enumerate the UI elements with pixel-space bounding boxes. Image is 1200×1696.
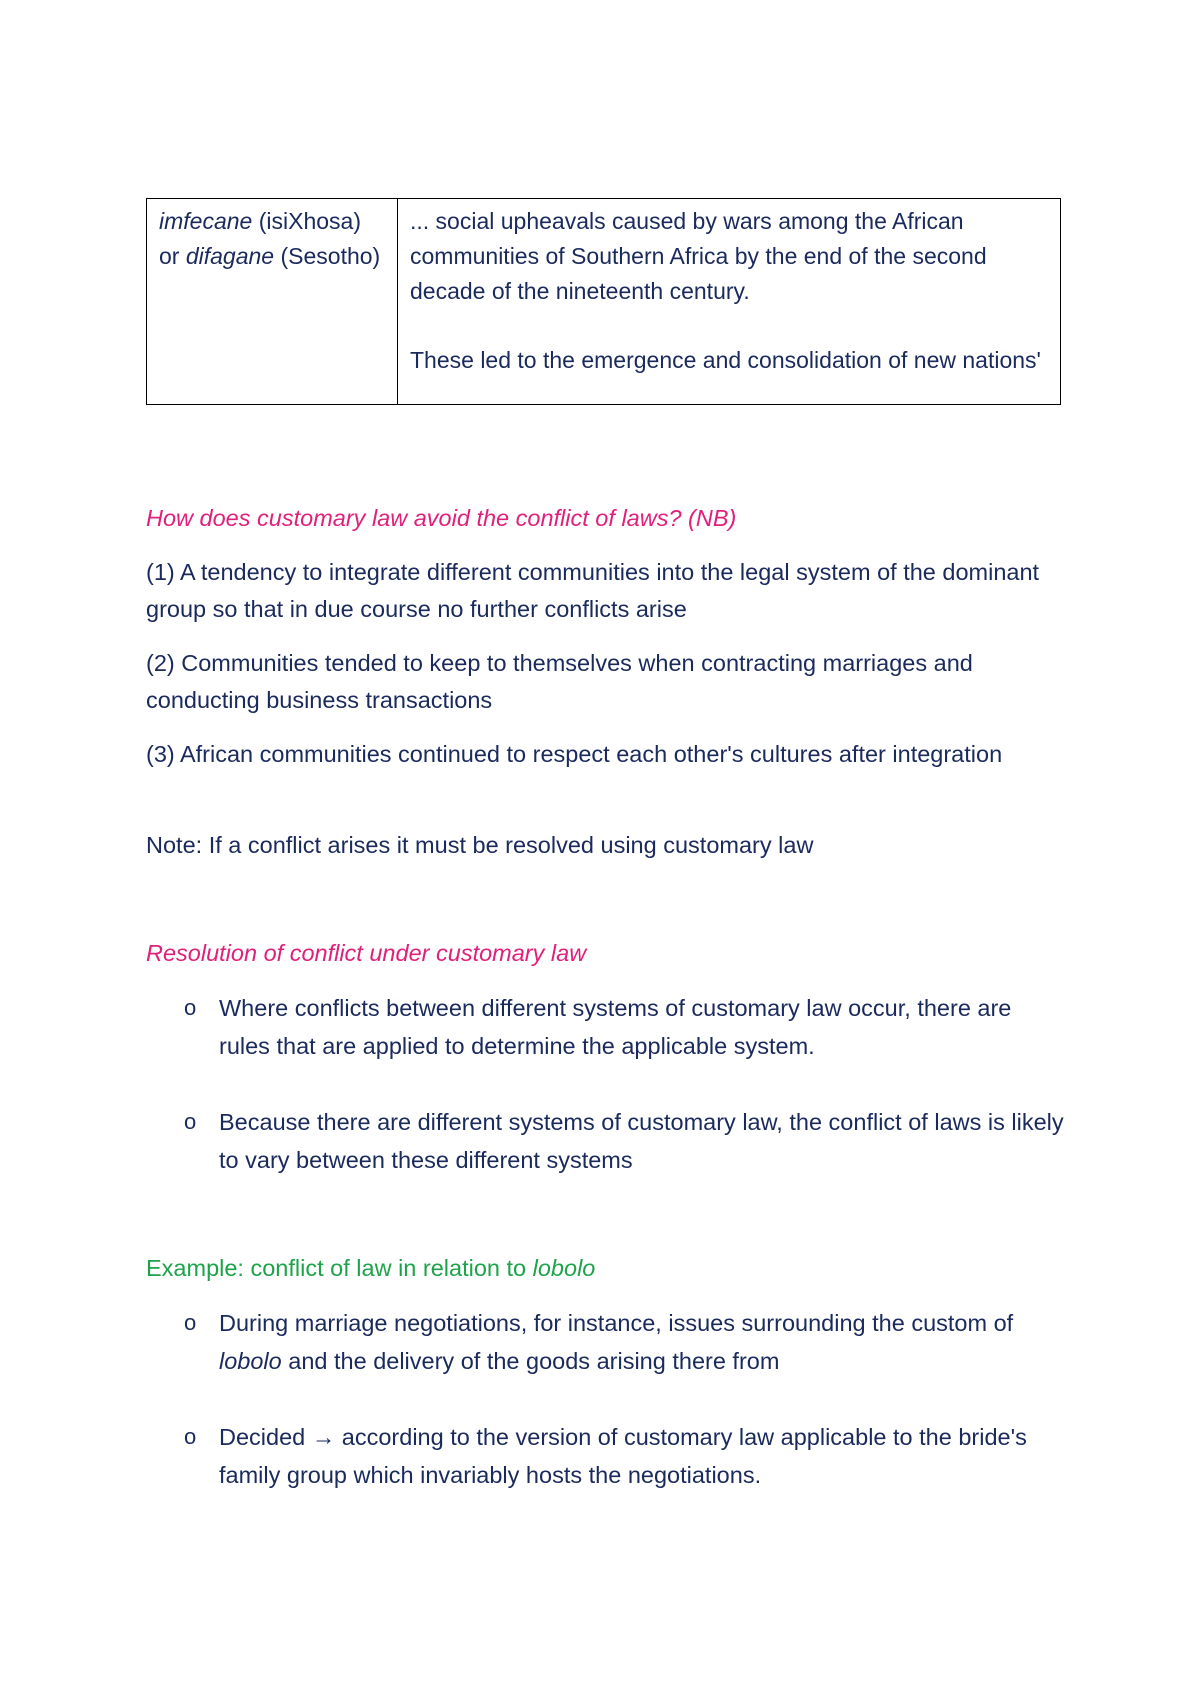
table-row [147,199,1061,405]
section-heading-1-block [146,500,1066,537]
definition-cell [398,199,1061,405]
bullet-marker-icon: o [184,1109,197,1134]
point-2: (2) Communities tended to keep to themselves when contracting marriages and conducting business transactions [146,650,973,713]
bullet-marker-icon: o [184,1310,197,1335]
point-3-block [146,736,1066,773]
lobolo-bullet-list [146,1304,1066,1380]
point-1: (1) A tendency to integrate different communities into the legal system of the dominant group so that in due course no further conflicts arise [146,559,1040,622]
note-text: Note: If a conflict arises it must be resolved using customary law [146,832,814,858]
term-text: imfecane (isiXhosa) or difagane (Sesotho) [159,208,381,269]
resolution-bullet-list [146,989,1066,1065]
lobolo-bullet-list-2 [146,1418,1066,1494]
section-heading-resolution: Resolution of conflict under customary law [146,940,587,966]
list-item: o Because there are different systems of customary law, the conflict of laws is likely to vary between these different systems [146,1103,1066,1179]
resolution-bullet-list-2 [146,1103,1066,1179]
section-heading-3-block [146,1250,1066,1287]
definition-paragraph-1: ... social upheavals caused by wars among the African communities of Southern Africa by the end of the second decade of the nineteenth century. [410,208,987,304]
note-block [146,827,1066,864]
section-heading-lobolo-example: Example: conflict of law in relation to lobolo [146,1255,596,1281]
section-heading-conflict-avoidance: How does customary law avoid the conflict of laws? (NB) [146,505,737,531]
list-item: o Where conflicts between different systems of customary law occur, there are rules that are applied to determine the applicable system. [146,989,1066,1065]
list-item: o During marriage negotiations, for instance, issues surrounding the custom of lobolo and the delivery of the goods arising there from [146,1304,1066,1380]
point-1-block [146,554,1066,628]
bullet-marker-icon: o [184,1424,197,1449]
definition-table [146,198,1061,405]
term-cell [147,199,398,405]
bullet-marker-icon: o [184,995,197,1020]
point-2-block [146,645,1066,719]
list-item: o Decided → according to the version of customary law applicable to the bride's family group which invariably hosts the negotiations. [146,1418,1066,1494]
section-heading-2-block [146,935,1066,972]
definition-paragraph-2: These led to the emergence and consolidation of new nations' [410,347,1041,373]
point-3: (3) African communities continued to respect each other's cultures after integration [146,741,1003,767]
